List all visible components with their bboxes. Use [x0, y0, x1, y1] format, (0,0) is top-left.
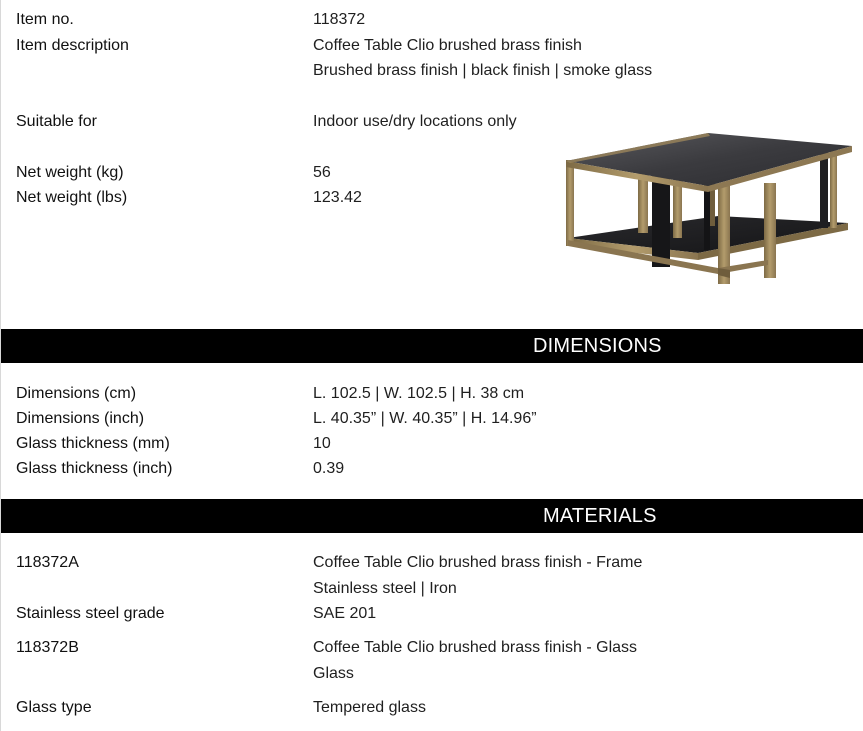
- glass-thickness-inch-value: 0.39: [313, 460, 345, 477]
- frame-description-line1: Coffee Table Clio brushed brass finish - Frame: [313, 554, 643, 571]
- glass-description-line2: Glass: [313, 665, 354, 682]
- dimensions-section-header: [1, 329, 863, 363]
- materials-section-header: [1, 499, 863, 533]
- dimensions-cm-value: L. 102.5 | W. 102.5 | H. 38 cm: [313, 385, 525, 402]
- steel-grade-label: Stainless steel grade: [16, 605, 165, 622]
- steel-grade-value: SAE 201: [313, 605, 377, 622]
- dimensions-cm-label: Dimensions (cm): [16, 385, 137, 402]
- net-weight-lbs-value: 123.42: [313, 189, 362, 206]
- glass-type-label: Glass type: [16, 699, 92, 716]
- item-description-line1: Coffee Table Clio brushed brass finish: [313, 37, 582, 54]
- materials-heading: MATERIALS: [543, 505, 657, 527]
- item-description-line2: Brushed brass finish | black finish | smoke glass: [313, 62, 653, 79]
- glass-thickness-mm-value: 10: [313, 435, 331, 452]
- dimensions-heading: DIMENSIONS: [533, 335, 662, 357]
- suitable-for-value: Indoor use/dry locations only: [313, 113, 517, 130]
- item-description-label: Item description: [16, 37, 129, 54]
- suitable-for-label: Suitable for: [16, 113, 97, 130]
- glass-code-label: 118372B: [16, 639, 79, 656]
- frame-code-label: 118372A: [16, 554, 79, 571]
- glass-type-value: Tempered glass: [313, 699, 426, 716]
- glass-thickness-mm-label: Glass thickness (mm): [16, 435, 170, 452]
- glass-description-line1: Coffee Table Clio brushed brass finish - Glass: [313, 639, 638, 656]
- net-weight-lbs-label: Net weight (lbs): [16, 189, 128, 206]
- dimensions-inch-value: L. 40.35” | W. 40.35” | H. 14.96”: [313, 410, 537, 427]
- net-weight-kg-value: 56: [313, 164, 331, 181]
- glass-thickness-inch-label: Glass thickness (inch): [16, 460, 173, 477]
- dimensions-inch-label: Dimensions (inch): [16, 410, 145, 427]
- item-no-value: 118372: [313, 11, 366, 28]
- frame-description-line2: Stainless steel | Iron: [313, 580, 457, 597]
- coffee-table-product-image: [558, 128, 858, 293]
- item-no-label: Item no.: [16, 11, 74, 28]
- net-weight-kg-label: Net weight (kg): [16, 164, 124, 181]
